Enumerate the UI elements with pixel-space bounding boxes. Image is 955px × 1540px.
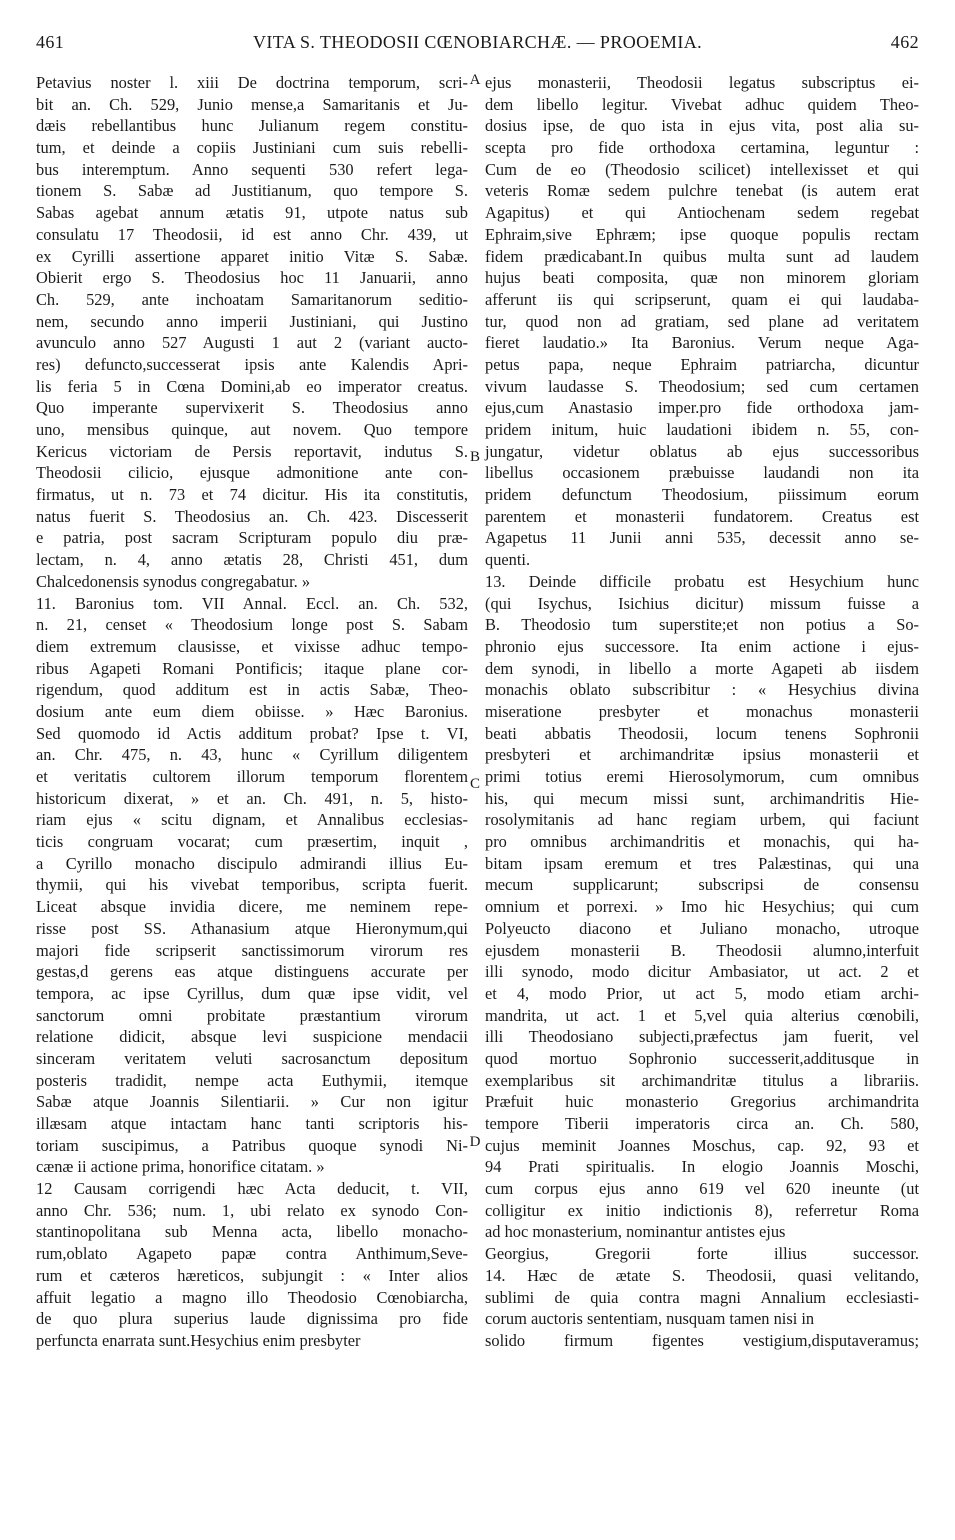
- text-line: sinceram veritatem veluti sacrosanctum depositum: [36, 1048, 468, 1068]
- text-line: cænæ ii actione prima, honorifice citatam. »: [36, 1157, 325, 1177]
- running-title: VITA S. THEODOSII CŒNOBIARCHÆ. — PROOEMIA.: [252, 32, 703, 52]
- text-line: stantinopolitana sub Menna acta, libello monacho-: [36, 1222, 468, 1242]
- text-line: Liceat absque invidia dicere, me neminem repe-: [36, 897, 468, 917]
- text-line: nem, secundo anno imperii Justiniani, qui Justino: [36, 311, 468, 331]
- text-line: riam ejus « scitu dignam, et Annalibus ecclesias-: [36, 810, 468, 830]
- margin-letter-b: B: [469, 449, 480, 465]
- text-line: afferunt iis qui scripserunt, quam ei qui laudaba-: [485, 289, 919, 309]
- text-line: rosolymitanis ad hanc regiam urbem, qui faciunt: [485, 810, 919, 830]
- text-line: 13. Deinde difficile probatu est Hesychium hunc: [485, 571, 919, 591]
- text-line: miseratione presbyter et monachus monasterii: [485, 701, 919, 721]
- text-line: Sabæ atque Joannis Silentiarii. » Cur non igitur: [36, 1092, 468, 1112]
- text-line: mecum supplicarunt; subscripsi de consensu: [485, 875, 919, 895]
- text-line: illi Theodosiano subjecti,præfectus jam fuerit, vel: [485, 1027, 919, 1047]
- text-line: fieret laudatio.» Ita Baronius. Verum neque Aga-: [485, 333, 919, 353]
- text-line: petus papa, neque Ephraim patriarcha, dicuntur: [485, 354, 919, 374]
- text-line: ribus Agapeti Romani Pontificis; itaque plane cor-: [36, 658, 468, 678]
- text-line: bit an. Ch. 529, Junio mense,a Samaritanis et Ju-: [36, 94, 468, 114]
- text-line: sublimi de quia contra magni Annalium ecclesiasti-: [485, 1287, 919, 1307]
- text-line: ticis congruam vocarat; cum præsertim, inquit ,: [36, 832, 468, 852]
- text-line: monachis oblato subscribitur : « Hesychius divina: [485, 680, 919, 700]
- text-line: dosius ipse, de quo ista in ejus vita, post alia su-: [485, 116, 919, 136]
- text-line: Quo imperante supervixerit S. Theodosius anno: [36, 398, 468, 418]
- text-line: Ch. 529, ante inchoatam Samaritanorum seditio-: [36, 289, 468, 309]
- text-line: bus interemptum. Anno sequenti 530 refert lega-: [36, 159, 468, 179]
- text-line: toriam suscipimus, a Patribus quoque synodi Ni-: [36, 1135, 468, 1155]
- text-line: scepta pro fide orthodoxa certamina, leguntur :: [485, 138, 919, 158]
- text-line: his, qui mecum missi sunt, archimandritis Hie-: [485, 788, 919, 808]
- text-line: parentem et monasterii fundatorem. Creatus est: [485, 506, 919, 526]
- text-line: quod mortuo Sophronio successerit,additusque in: [485, 1048, 919, 1068]
- text-line: cujus meminit Joannes Moschus, cap. 92, 93 et: [485, 1135, 919, 1155]
- margin-letter-a: A: [469, 72, 481, 88]
- text-line: primi totius eremi Hierosolymorum, cum omnibus: [485, 767, 919, 786]
- text-line: colligitur ex initio indictionis 8), referretur Roma: [485, 1200, 919, 1220]
- text-line: tum, et deinde a copiis Justiniani cum suis rebelli-: [36, 138, 468, 158]
- text-line: rum,oblato Agapeto papæ contra Anthimum,Seve-: [36, 1244, 468, 1264]
- text-line: tur, quod non ad gratiam, sed plane ad veritatem: [485, 311, 919, 331]
- text-line: vivum laudasse S. Theodosium; sed cum certamen: [485, 376, 919, 396]
- text-line: posteris tradidit, nempe acta Euthymii, itemque: [36, 1070, 468, 1090]
- text-line: avunculo anno 527 Augusti 1 aut 2 (variant aucto-: [36, 333, 468, 353]
- text-line: phronio ejus successore. Ita enim actione i ejus-: [485, 636, 919, 656]
- text-line: bitam ipsam eremum et tres Palæstinas, qui una: [485, 853, 919, 873]
- text-line: de quo plura superius laude dignissima pro fide: [36, 1309, 468, 1329]
- text-line: diem extremum clausisse, et vixisse adhuc tempo-: [36, 636, 468, 656]
- text-line: relatione didicit, absque levi suspicione mendacii: [36, 1027, 468, 1047]
- text-line: 11. Baronius tom. VII Annal. Eccl. an. Ch. 532,: [36, 593, 468, 613]
- text-line: anno Chr. 536; num. 1, ubi relato ex synodo Con-: [36, 1200, 468, 1220]
- text-line: natus fuerit S. Theodosius an. Ch. 423. Discesserit: [36, 506, 468, 526]
- text-line: 14. Hæc de ætate S. Theodosii, quasi velitando,: [485, 1265, 919, 1285]
- text-line: Cum de eo (Theodosio scilicet) intellexisset et qui: [485, 159, 919, 179]
- text-line: beati abbatis Theodosii, locum tenens Sophronii: [485, 723, 919, 743]
- text-line: majori fide scripserit sanctissimorum virorum res: [36, 940, 468, 960]
- text-line: libellus occasionem præbuisse laudandi non ita: [485, 463, 919, 483]
- text-line: presbyteri et archimandritæ ipsius monasterii et: [485, 745, 919, 765]
- text-line: historicum dixerat, » et an. Ch. 491, n. 5, histo-: [36, 788, 468, 808]
- text-line: solido firmum figentes vestigium,disputaveramus;: [485, 1330, 919, 1350]
- text-line: Sed quomodo id Actis additum probat? Ipse t. VI,: [36, 723, 468, 743]
- text-line: illi synodo, modo dicitur Ambasiator, ut act. 2 et: [485, 962, 919, 982]
- text-line: Georgius, Gregorii forte illius successor.: [485, 1244, 919, 1264]
- text-line: pridem defunctum Theodosium, piissimum eorum: [485, 485, 919, 505]
- text-line: hujus beati composita, quæ non minorem gloriam: [485, 268, 919, 288]
- text-line: exemplaribus sit archimandritæ titulus a librariis.: [485, 1070, 919, 1090]
- text-line: Præfuit huic monasterio Gregorius archimandrita: [485, 1092, 919, 1112]
- text-line: res) defuncto,successerat ipsis ante Kalendis Apri-: [36, 354, 468, 374]
- text-line: risse post SS. Athanasium atque Hieronymum,qui: [36, 918, 468, 938]
- text-line: omnium et porrexi. » Imo hic Hesychius; qui cum: [485, 897, 919, 917]
- text-line: Agapitus) et qui Antiochenam sedem regebat: [485, 203, 919, 223]
- text-line: tionem S. Sabæ ad Justitianum, quo tempore S.: [36, 181, 468, 201]
- text-line: a Cyrillo monacho discipulo admirandi illius Eu-: [36, 853, 468, 873]
- text-line: (qui Isychus, Isichius dicitur) missum fuisse a: [485, 593, 919, 613]
- text-line: et 4, modo Prior, ut act 5, modo etiam archi-: [485, 983, 919, 1003]
- text-line: Chalcedonensis synodus congregabatur. »: [36, 571, 311, 591]
- text-line: veteris Romæ sedem pulchre tenebat (is autem erat: [485, 181, 919, 201]
- text-line: et veritatis cultorem illorum temporum florentem: [36, 767, 468, 786]
- text-line: firmatus, ut n. 73 et 74 dicitur. His ita constitutis,: [36, 485, 468, 505]
- text-line: pro omnibus archimandritis et monachis, qui ha-: [485, 832, 919, 852]
- page-number-right: 462: [890, 32, 919, 52]
- text-line: cum corpus ejus anno 619 vel 620 ineunte (ut: [485, 1179, 919, 1199]
- text-line: perfuncta enarrata sunt.Hesychius enim presbyter: [36, 1330, 361, 1350]
- text-line: sanctorum omni probitate præstantium virorum: [36, 1005, 468, 1025]
- text-line: dem libello legitur. Vivebat adhuc quidem Theo-: [485, 94, 919, 114]
- text-line: corum auctoris sententiam, nusquam tamen nisi in: [485, 1309, 815, 1329]
- text-line: rum et cæteros hæreticos, subjungit : « Inter alios: [36, 1265, 468, 1285]
- text-line: ex Cyrilli assertione apparet initio Vitæ S. Sabæ.: [36, 246, 468, 266]
- text-line: an. Chr. 475, n. 43, hunc « Cyrillum diligentem: [36, 745, 468, 765]
- page-number-left: 461: [36, 32, 65, 52]
- text-line: uno, mensibus quinque, aut novem. Quo tempore: [36, 420, 468, 439]
- text-line: Ephraim,sive Ephræm; ipse quoque populis rectam: [485, 224, 919, 244]
- margin-letter-d: D: [469, 1134, 481, 1150]
- text-line: dæis rebellantibus hunc Julianum regem constitu-: [36, 116, 468, 136]
- text-line: fidem prædicabant.In quibus multa sunt ad laudem: [485, 246, 919, 266]
- text-line: gestas,d gerens eas atque distinguens accurate per: [36, 962, 468, 982]
- text-line: Agapetus 11 Junii anni 535, decessit anno se-: [485, 528, 919, 548]
- text-line: e patria, post sacram Scripturam populo diu præ-: [36, 528, 468, 548]
- text-line: tempora, ac ipse Cyrillus, dum quæ ipse vidit, vel: [36, 983, 468, 1003]
- text-line: mandrita, ut act. 1 et 5,vel quia alterius cœnobili,: [485, 1005, 919, 1025]
- text-line: consulatu 17 Theodosii, id est anno Chr. 439, ut: [36, 224, 468, 244]
- text-line: illæsam atque intactam hanc tanti scriptoris his-: [36, 1114, 468, 1133]
- text-line: tempore Tiberii imperatoris circa an. Ch. 580,: [485, 1114, 919, 1133]
- text-line: Theodosii cilicio, ejusque admonitione ante con-: [36, 463, 468, 483]
- text-line: ejus,cum Anastasio imper.pro fide orthodoxa jam-: [485, 398, 919, 418]
- text-line: Kericus victoriam de Persis reportavit, indutus S.: [36, 441, 468, 461]
- text-line: Obierit ergo S. Theodosius hoc 11 Januarii, anno: [36, 268, 468, 288]
- text-line: thymii, qui his vivebat temporibus, scripta fuerit.: [36, 875, 468, 895]
- text-line: 94 Prati spiritualis. In elogio Joannis Moschi,: [485, 1157, 919, 1177]
- text-line: jungatur, videtur oblatus ab ejus successoribus: [485, 441, 919, 461]
- text-line: rigendum, quod additum est in actis Sabæ, Theo-: [36, 680, 468, 700]
- text-line: ad hoc monasterium, nominantur antistes ejus: [485, 1222, 786, 1242]
- text-line: pridem initum, huic laudationi ibidem n. 55, con-: [485, 420, 919, 439]
- text-line: Sabas agebat annum ætatis 91, utpote natus sub: [36, 203, 468, 223]
- left-column: [36, 72, 468, 1352]
- page-header: [36, 32, 919, 62]
- text-line: lectam, n. 4, anno ætatis 28, Christi 451, dum: [36, 550, 468, 570]
- text-line: quenti.: [485, 550, 531, 570]
- text-line: B. Theodosio tum superstite;et non potius a So-: [485, 615, 919, 635]
- text-line: n. 21, censet « Theodosium longe post S. Sabam: [36, 615, 468, 635]
- text-line: Polyeucto diacono et Juliano monacho, utroque: [485, 918, 919, 938]
- text-line: ejusdem monasterii B. Theodosii alumno,interfuit: [485, 940, 919, 960]
- right-column: [485, 72, 919, 1352]
- text-line: Petavius noster l. xiii De doctrina temporum, scri-: [36, 73, 468, 92]
- text-line: lis feria 5 in Cœna Domini,ab eo imperator creatus.: [36, 376, 468, 396]
- text-line: affuit legatio a magno illo Theodosio Cœnobiarcha,: [36, 1287, 468, 1307]
- margin-letter-c: C: [469, 776, 480, 792]
- text-line: dosium ante eum diem obiisse. » Hæc Baronius.: [36, 701, 468, 721]
- text-line: 12 Causam corrigendi hæc Acta deducit, t. VII,: [36, 1179, 468, 1199]
- text-line: ejus monasterii, Theodosii legatus subscriptus ei-: [485, 73, 919, 92]
- text-line: dem synodi, in libello a morte Agapeti ab iisdem: [485, 658, 919, 678]
